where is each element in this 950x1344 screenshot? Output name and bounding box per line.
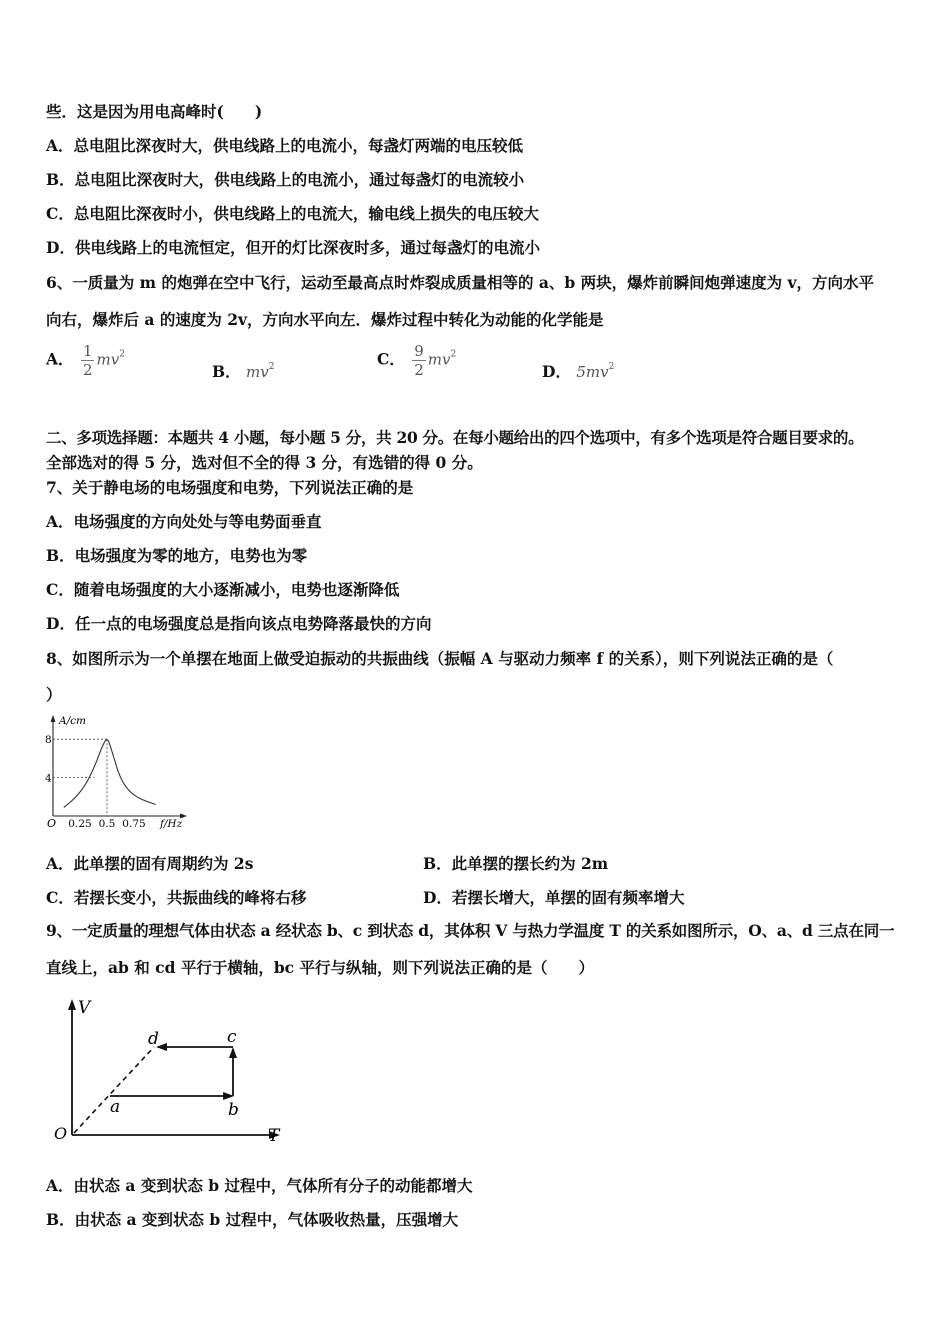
fraction-denominator: 2 — [414, 361, 424, 379]
q6-option-d-letter: D． — [542, 362, 571, 381]
x-axis-label: f/Hz — [160, 818, 183, 830]
q6-option-d — [542, 360, 614, 382]
q6-option-b-expr: mv — [246, 363, 269, 381]
q6-option-b-letter: B． — [212, 362, 241, 381]
q6-option-a — [46, 342, 125, 379]
q6-stem-line1: 6、一质量为 m 的炮弹在空中飞行，运动至最高点时炸裂成质量相等的 a、b 两块，爆炸前瞬间炮弹速度为 v，方向水平 — [46, 273, 875, 292]
q6-option-c-fraction — [412, 342, 426, 379]
v-axis-arrow — [68, 999, 76, 1010]
y-tick-label: 8 — [45, 734, 52, 747]
q6-option-c-expr: mv — [427, 350, 451, 369]
y-axis-label: A/cm — [59, 715, 86, 727]
section2-intro-line2: 全部选对的得 5 分，选对但不全的得 3 分，有选错的得 0 分。 — [46, 453, 483, 472]
q5-option-a: A．总电阻比深夜时大，供电线路上的电流小，每盏灯两端的电压较低 — [46, 136, 524, 155]
x-tick-label: 0.5 — [98, 818, 116, 830]
point-b-label: b — [228, 1100, 239, 1120]
q6-option-c — [377, 342, 456, 379]
q5-stem: 些．这是因为用电高峰时( ) — [46, 102, 263, 121]
x-tick-label: 0.25 — [68, 818, 92, 830]
q6-option-a-expr: mv — [96, 350, 120, 369]
y-axis-arrow — [51, 715, 56, 722]
x-tick-label: 0.75 — [122, 818, 146, 830]
q6-option-c-exponent: 2 — [450, 349, 457, 360]
q9-option-b: B．由状态 a 变到状态 b 过程中，气体吸收热量，压强增大 — [46, 1210, 459, 1229]
q8-resonance-chart — [44, 712, 194, 832]
dashed-line-o-to-d — [74, 1047, 154, 1133]
origin-label: O — [47, 817, 57, 830]
y-tick-label: 4 — [45, 772, 52, 785]
origin-label: O — [54, 1124, 68, 1143]
arrow-bc — [229, 1047, 237, 1058]
resonance-curve — [64, 740, 156, 808]
q6-stem-line2: 向右，爆炸后 a 的速度为 2v，方向水平向左．爆炸过程中转化为动能的化学能是 — [46, 310, 604, 329]
q7-option-a: A．电场强度的方向处处与等电势面垂直 — [46, 512, 322, 531]
point-a-label: a — [110, 1097, 121, 1117]
t-axis-label: T — [268, 1126, 280, 1146]
q9-vt-diagram — [50, 995, 295, 1150]
q8-option-c: C．若摆长变小，共振曲线的峰将右移 — [46, 888, 307, 907]
q6-option-a-letter: A． — [46, 349, 74, 369]
fraction-denominator: 2 — [82, 361, 93, 379]
fraction-numerator: 9 — [414, 342, 424, 360]
q8-option-d: D．若摆长增大，单摆的固有频率增大 — [423, 888, 685, 907]
q8-option-b: B．此单摆的摆长约为 2m — [423, 854, 609, 873]
fraction-numerator: 1 — [82, 342, 93, 360]
q9-stem-line1: 9、一定质量的理想气体由状态 a 经状态 b、c 到状态 d，其体积 V 与热力学温度 T 的关系如图所示，O、a、d 三点在同一 — [46, 921, 895, 940]
v-axis-label: V — [78, 998, 91, 1018]
q8-option-a: A．此单摆的固有周期约为 2s — [46, 854, 254, 873]
q7-option-c: C．随着电场强度的大小逐渐减小，电势也逐渐降低 — [46, 580, 400, 599]
q8-stem-line1: 8、如图所示为一个单摆在地面上做受迫振动的共振曲线（振幅 A 与驱动力频率 f 的关系），则下列说法正确的是（ — [46, 649, 834, 668]
chart-axes — [51, 715, 188, 819]
section2-intro-line1: 二、多项选择题：本题共 4 小题，每小题 5 分，共 20 分。在每小题给出的四个选项中，有多个选项是符合题目要求的。 — [46, 428, 864, 447]
q6-option-a-exponent: 2 — [119, 349, 125, 360]
q9-option-a: A．由状态 a 变到状态 b 过程中，气体所有分子的动能都增大 — [46, 1176, 473, 1195]
q7-option-b: B．电场强度为零的地方，电势也为零 — [46, 546, 308, 565]
q5-option-c: C．总电阻比深夜时小，供电线路上的电流大，输电线上损失的电压较大 — [46, 204, 539, 223]
q6-option-b — [212, 360, 274, 382]
q5-option-d: D．供电线路上的电流恒定，但开的灯比深夜时多，通过每盏灯的电流小 — [46, 238, 540, 257]
q6-option-a-fraction — [81, 342, 95, 379]
point-c-label: c — [227, 1027, 237, 1047]
q7-option-d: D．任一点的电场强度总是指向该点电势降落最快的方向 — [46, 614, 432, 633]
q6-option-d-exponent: 2 — [608, 362, 615, 372]
q8-options-row2 — [46, 886, 685, 908]
q6-option-d-expr: 5mv — [576, 363, 609, 381]
q8-stem-line2: ） — [46, 685, 62, 704]
q6-option-b-exponent: 2 — [268, 362, 275, 372]
q8-options-row1 — [46, 852, 609, 874]
q5-option-b: B．总电阻比深夜时大，供电线路上的电流小，通过每盏灯的电流较小 — [46, 170, 525, 189]
q6-option-c-letter: C． — [377, 349, 405, 369]
q9-stem-line2: 直线上，ab 和 cd 平行于横轴，bc 平行与纵轴，则下列说法正确的是（ ） — [46, 958, 595, 977]
q7-stem: 7、关于静电场的电场强度和电势，下列说法正确的是 — [46, 478, 414, 497]
point-d-label: d — [148, 1029, 159, 1049]
